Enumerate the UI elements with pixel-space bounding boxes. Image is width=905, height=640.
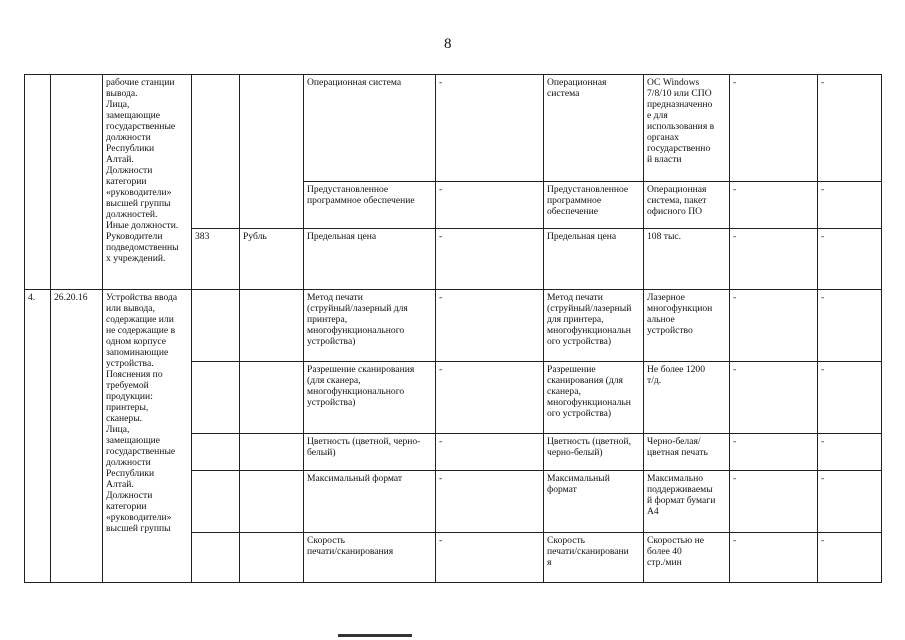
- characteristic-value: -: [436, 471, 544, 533]
- characteristic-value: -: [436, 290, 544, 362]
- characteristic-name-2: Цветность (цветной, черно-белый): [544, 434, 644, 471]
- dash-cell: -: [818, 434, 882, 471]
- characteristic-name: Скорость печати/сканирования: [304, 533, 436, 583]
- description-cell: Устройства ввода или вывода, содержащие или не содержащие в одном корпусе запоминающие устройства. Пояснения по требуемой продукции: принтеры, сканеры. Лица, замещающие государственные должности Республики Алтай. Должности категории «руководители» высшей группы: [103, 290, 192, 583]
- characteristic-value: -: [436, 362, 544, 434]
- characteristic-value-2: Максимально поддерживаемы й формат бумаги А4: [644, 471, 730, 533]
- okei-code-cell: [192, 471, 240, 533]
- characteristic-name-2: Метод печати (струйный/лазерный для принтера, многофункциональн ого устройства): [544, 290, 644, 362]
- dash-cell: -: [730, 229, 818, 290]
- dash-cell: -: [730, 75, 818, 182]
- dash-cell: -: [730, 533, 818, 583]
- unit-cell: [240, 362, 304, 434]
- characteristic-name: Предельная цена: [304, 229, 436, 290]
- num-cell: 4.: [25, 290, 51, 583]
- characteristic-name-2: Операционная система: [544, 75, 644, 182]
- characteristic-name: Разрешение сканирования (для сканера, многофункционального устройства): [304, 362, 436, 434]
- table-row: [25, 290, 882, 362]
- dash-cell: -: [730, 362, 818, 434]
- dash-cell: -: [818, 533, 882, 583]
- unit-cell: [240, 434, 304, 471]
- characteristic-value: -: [436, 229, 544, 290]
- characteristic-name: Предустановленное программное обеспечение: [304, 182, 436, 229]
- characteristic-name: Метод печати (струйный/лазерный для принтера, многофункционального устройства): [304, 290, 436, 362]
- unit-cell: [240, 471, 304, 533]
- dash-cell: -: [730, 290, 818, 362]
- characteristic-name-2: Предустановленное программное обеспечение: [544, 182, 644, 229]
- characteristic-name-2: Разрешение сканирования (для сканера, многофункциональн ого устройства): [544, 362, 644, 434]
- dash-cell: -: [730, 434, 818, 471]
- description-cell: рабочие станции вывода. Лица, замещающие государственные должности Республики Алтай. Должности категории «руководители» высшей группы должностей. Иные должности. Руководители подведомственны х учреждений.: [103, 75, 192, 290]
- table-row: [25, 75, 882, 182]
- footer-line: [338, 634, 412, 637]
- dash-cell: -: [730, 471, 818, 533]
- characteristic-value: -: [436, 434, 544, 471]
- requirements-table: [24, 74, 882, 583]
- dash-cell: -: [730, 182, 818, 229]
- dash-cell: -: [818, 290, 882, 362]
- dash-cell: -: [818, 75, 882, 182]
- characteristic-value-2: Лазерное многофункцион альное устройство: [644, 290, 730, 362]
- dash-cell: -: [818, 182, 882, 229]
- code-cell: 26.20.16: [51, 290, 103, 583]
- characteristic-value: -: [436, 182, 544, 229]
- unit-cell: [240, 290, 304, 362]
- characteristic-value: -: [436, 75, 544, 182]
- characteristic-value-2: Операционная система, пакет офисного ПО: [644, 182, 730, 229]
- characteristic-value-2: 108 тыс.: [644, 229, 730, 290]
- dash-cell: -: [818, 229, 882, 290]
- code-cell: [51, 75, 103, 290]
- dash-cell: -: [818, 362, 882, 434]
- characteristic-name-2: Максимальный формат: [544, 471, 644, 533]
- okei-code-cell: [192, 533, 240, 583]
- okei-code-cell: [192, 75, 240, 229]
- characteristic-value-2: Не более 1200 т/д.: [644, 362, 730, 434]
- characteristic-value-2: Скоростью не более 40 стр./мин: [644, 533, 730, 583]
- unit-cell: [240, 533, 304, 583]
- dash-cell: -: [818, 471, 882, 533]
- page-number: 8: [444, 36, 452, 52]
- okei-code-cell: [192, 434, 240, 471]
- characteristic-value: -: [436, 533, 544, 583]
- unit-cell: Рубль: [240, 229, 304, 290]
- characteristic-name: Операционная система: [304, 75, 436, 182]
- characteristic-name-2: Предельная цена: [544, 229, 644, 290]
- num-cell: [25, 75, 51, 290]
- okei-code-cell: [192, 290, 240, 362]
- characteristic-name: Цветность (цветной, черно- белый): [304, 434, 436, 471]
- characteristic-name: Максимальный формат: [304, 471, 436, 533]
- characteristic-value-2: ОС Windows 7/8/10 или СПО предназначенно е для использования в органах государственно й власти: [644, 75, 730, 182]
- okei-code-cell: 383: [192, 229, 240, 290]
- characteristic-name-2: Скорость печати/сканировани я: [544, 533, 644, 583]
- unit-cell: [240, 75, 304, 229]
- okei-code-cell: [192, 362, 240, 434]
- characteristic-value-2: Черно-белая/ цветная печать: [644, 434, 730, 471]
